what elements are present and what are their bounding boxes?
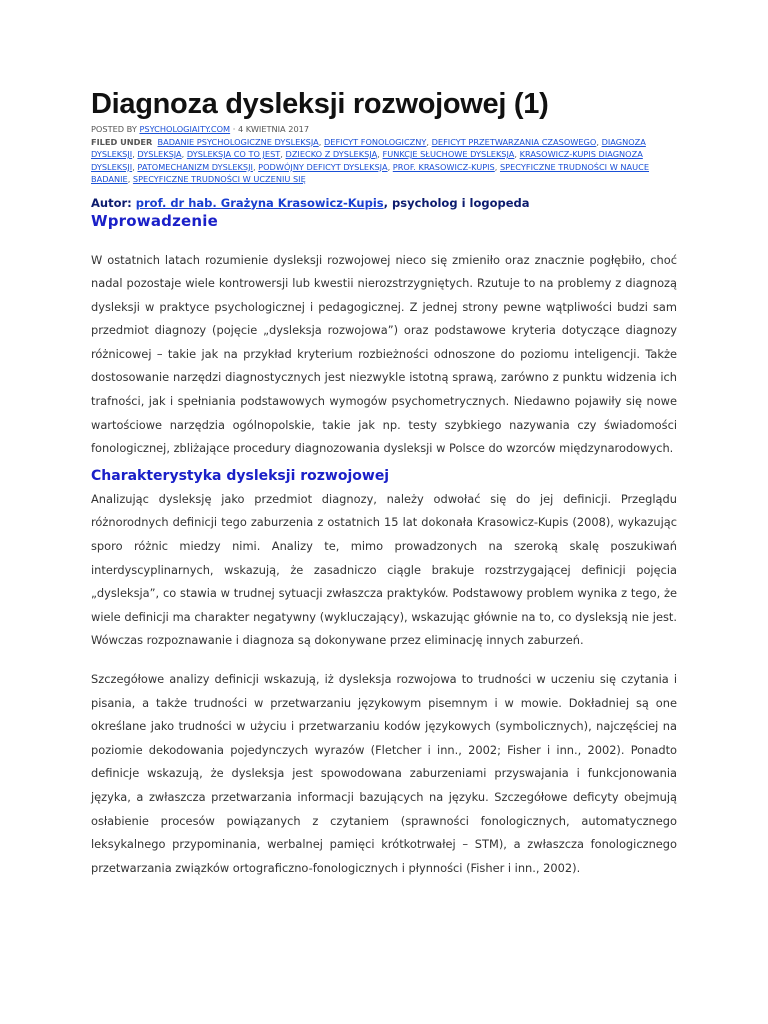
tag-link[interactable]: FUNKCJE SŁUCHOWE DYSLEKSJA <box>382 149 515 159</box>
tag-link[interactable]: DIAGNOZA DYSLEKSJI <box>91 136 646 159</box>
tag-link[interactable]: DEFICYT FONOLOGICZNY <box>323 136 427 147</box>
intro-heading: Wprowadzenie <box>91 211 218 230</box>
tag-link[interactable]: DZIECKO Z DYSLEKSJĄ <box>285 149 378 159</box>
tag-link[interactable]: DEFICYT PRZETWARZANIA CZASOWEGO <box>431 136 597 147</box>
author-line <box>91 196 677 210</box>
intro-paragraph: W ostatnich latach rozumienie dysleksji rozwojowej nieco się zmieniło oraz znacznie pogłębiło, choć nadal pozostaje wiele kontrowersji lub kwestii nierozstrzygniętych. Rzutuje to na problemy z diagnozą dysleksji w praktyce psychologicznej i pedagogicznej. Z jednej strony pewne wątpliwości budzi sam przedmiot diagnozy (pojęcie „dysleksja rozwojowa”) oraz podstawowe kryteria dotyczące diagnozy różnicowej – takie jak na przykład kryterium rozbieżności odnoszone do poziomu inteligencji. Także dostosowanie narzędzi diagnostycznych jest niezwykle istotną sprawą, zarówno z punktu widzenia ich trafności, jak i spełniania podstawowych wymogów psychometrycznych. Niedawno pojawiły się nowe wartościowe narzędzia ogólnopolskie, takie jak np. testy szybkiego nazywania czy świadomości fonologicznej, zbliżające procedury diagnozowania dysleksji w Polsce do wzorców międzynarodowych. <box>91 252 677 456</box>
tag-link[interactable]: KRASOWICZ-KUPIS DIAGNOZA DYSLEKSJI <box>91 149 643 172</box>
post-date: 4 KWIETNIA 2017 <box>237 124 310 134</box>
meta-separator: · <box>230 124 238 134</box>
characteristics-heading: Charakterystyka dysleksji rozwojowej <box>91 467 390 484</box>
tag-link[interactable]: DYSLEKSJA CO TO JEST <box>186 149 281 159</box>
posted-by-label: POSTED BY <box>91 124 137 134</box>
author-label: Autor: <box>91 195 136 210</box>
tag-link[interactable]: PODWÓJNY DEFICYT DYSLEKSJA <box>258 161 388 172</box>
tag-link[interactable]: PROF. KRASOWICZ-KUPIS <box>392 161 495 172</box>
author-role: , psycholog i logopeda <box>383 195 530 210</box>
page-title: Diagnoza dysleksji rozwojowej (1) <box>91 88 549 120</box>
tag-link[interactable]: SPECYFICZNE TRUDNOŚCI W UCZENIU SIĘ <box>132 174 306 184</box>
characteristics-paragraph-2: Szczegółowe analizy definicji wskazują, iż dysleksja rozwojowa to trudności w uczeniu się czytania i pisania, a także trudności w przetwarzaniu językowym pisemnym i w mowie. Dokładniej są one określane jako trudności w użyciu i przetwarzaniu kodów językowych (symbolicznych), najczęściej na poziomie dekodowania pojedynczych wyrazów (Fletcher i inn., 2002; Fisher i inn., 2002). Ponadto definicje wskazują, że dysleksja jest spowodowana zaburzeniami przyswajania i funkcjonowania języka, a zwłaszcza przetwarzania informacji bazujących na języku. Szczegółowe deficyty obejmują osłabienie procesów powiązanych z czytaniem (sprawności fonologicznych, automatycznego leksykalnego przypominania, werbalnej pamięci krótkotrwałej – STM), a zwłaszcza fonologicznego przetwarzania związków ortograficzno-fonologicznych i płynności (Fisher i inn., 2002). <box>91 672 677 875</box>
tag-link[interactable]: DYSLEKSJA <box>137 149 182 159</box>
article <box>91 84 677 880</box>
tag-link[interactable]: BADANIE PSYCHOLOGICZNE DYSLEKSJA <box>157 136 319 147</box>
filed-under-label: FILED UNDER <box>91 136 153 147</box>
tag-link[interactable]: SPECYFICZNE TRUDNOŚCI W NAUCE BADANIE <box>91 161 650 184</box>
post-meta: POSTED BY PSYCHOLOGIAITY.COM · 4 KWIETNIA 2017 FILED UNDER BADANIE PSYCHOLOGICZNE DYSLEKSJA, DEFICYT FONOLOGICZNY, DEFICYT PRZETWARZANIA CZASOWEGO, DIAGNOZA DYSLEKSJI, DYSLEKSJA, DYSLEKSJA CO TO JEST, DZIECKO Z DYSLEKSJĄ, FUNKCJE SŁUCHOWE DYSLEKSJA, KRASOWICZ-KUPIS DIAGNOZA DYSLEKSJI, PATOMECHANIZM DYSLEKSJI, PODWÓJNY DEFICYT DYSLEKSJA, PROF. KRASOWICZ-KUPIS, SPECYFICZNE TRUDNOŚCI W NAUCE BADANIE, SPECYFICZNE TRUDNOŚCI W UCZENIU SIĘ <box>91 124 650 184</box>
characteristics-paragraph-1: Analizując dysleksję jako przedmiot diagnozy, należy odwołać się do jej definicji. Przeglądu różnorodnych definicji tego zaburzenia z ostatnich 15 lat dokonała Krasowicz-Kupis (2008), wykazując sporo różnic miedzy nimi. Analizy te, mimo prowadzonych na szeroką skalę poszukiwań interdyscyplinarnych, wskazują, że zasadniczo ciągle brakuje rozstrzygającej definicji pojęcia „dysleksja”, co stawia w trudnej sytuacji zwłaszcza praktyków. Podstawowy problem wynika z tego, że wiele definicji ma charakter negatywny (wykluczający), wskazując głównie na to, co dysleksją nie jest. Wówczas rozpoznawanie i diagnoza są dokonywane przez eliminację innych zaburzeń. <box>91 491 677 648</box>
author-site-link[interactable]: PSYCHOLOGIAITY.COM <box>139 124 231 134</box>
author-name-link[interactable]: prof. dr hab. Grażyna Krasowicz-Kupis <box>135 195 384 210</box>
tag-link[interactable]: PATOMECHANIZM DYSLEKSJI <box>137 161 253 172</box>
